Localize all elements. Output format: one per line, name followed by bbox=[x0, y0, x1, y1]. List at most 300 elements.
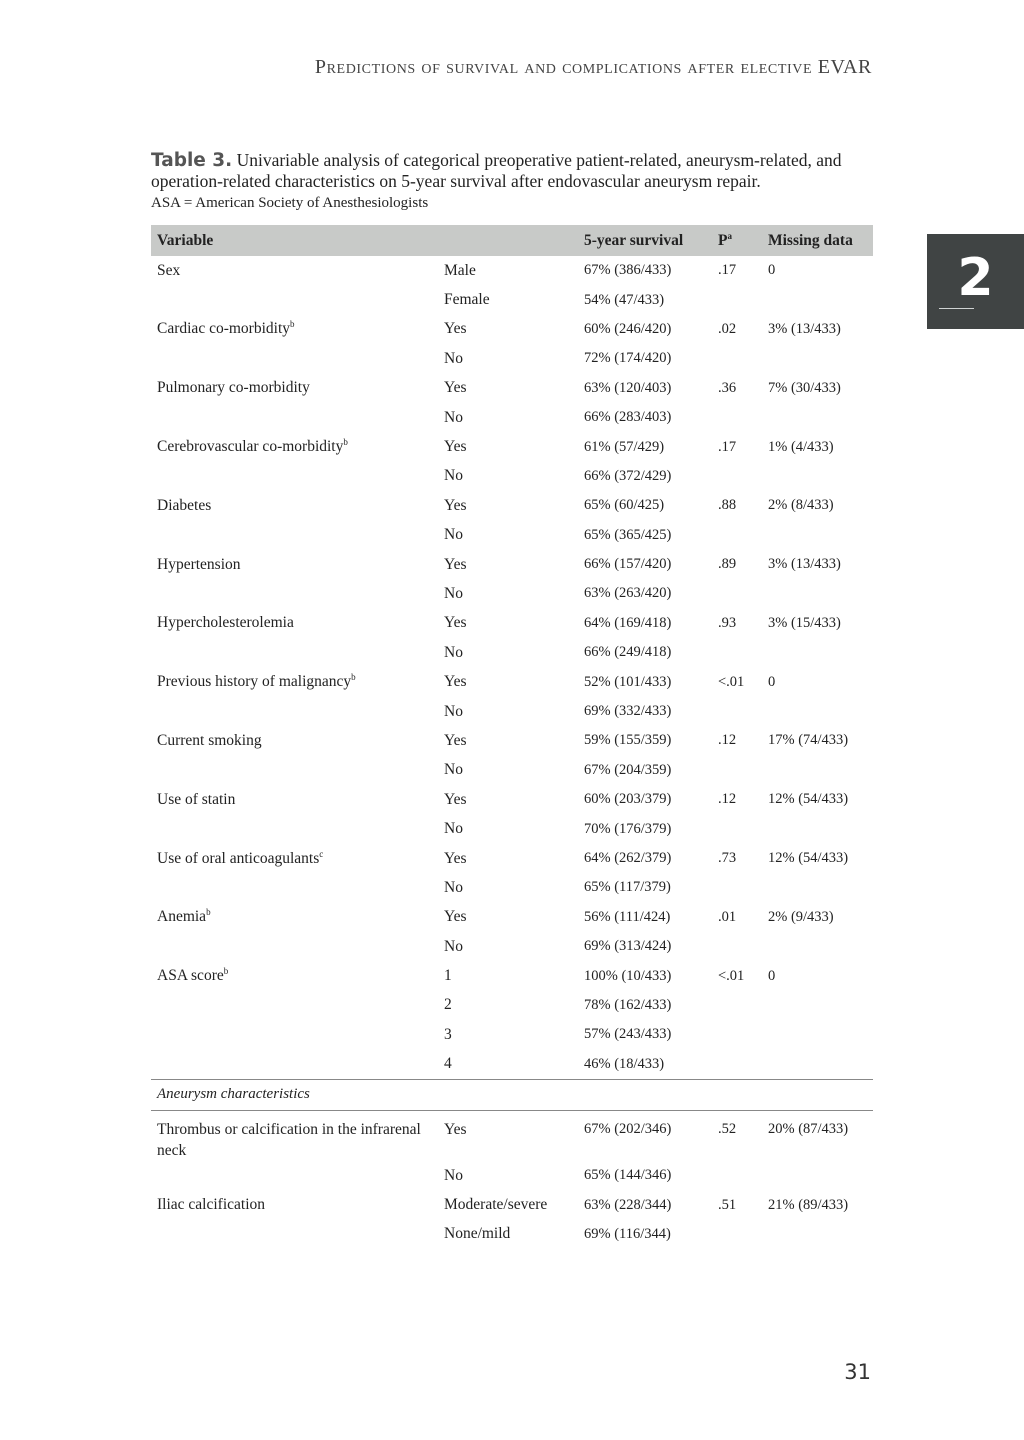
header-p bbox=[712, 225, 762, 256]
cell-variable bbox=[151, 285, 438, 314]
cell-missing bbox=[762, 285, 873, 314]
cell-variable-text: Cerebrovascular co-morbidity bbox=[157, 438, 344, 456]
cell-variable bbox=[151, 403, 438, 432]
table-row bbox=[151, 491, 873, 520]
cell-level-text: No bbox=[444, 408, 463, 426]
cell-level-text: Yes bbox=[444, 673, 467, 691]
page-number: 31 bbox=[844, 1360, 871, 1384]
cell-survival-text: 60% (246/420) bbox=[584, 320, 672, 337]
cell-survival bbox=[578, 1190, 712, 1219]
cell-level bbox=[438, 609, 578, 638]
cell-level bbox=[438, 1110, 578, 1161]
cell-survival bbox=[578, 256, 712, 285]
cell-missing bbox=[762, 550, 873, 579]
cell-level bbox=[438, 667, 578, 696]
cell-missing-text: 12% (54/433) bbox=[768, 791, 849, 808]
cell-variable bbox=[151, 756, 438, 785]
cell-survival-text: 52% (101/433) bbox=[584, 673, 672, 690]
cell-missing bbox=[762, 756, 873, 785]
cell-p bbox=[712, 785, 762, 814]
table-row bbox=[151, 1050, 873, 1080]
cell-p bbox=[712, 1020, 762, 1049]
cell-missing bbox=[762, 1110, 873, 1161]
cell-variable bbox=[151, 344, 438, 373]
cell-level bbox=[438, 903, 578, 932]
table-row bbox=[151, 521, 873, 550]
table-row bbox=[151, 903, 873, 932]
cell-survival bbox=[578, 1220, 712, 1249]
cell-level-text: No bbox=[444, 878, 463, 896]
cell-p bbox=[712, 374, 762, 403]
cell-variable bbox=[151, 550, 438, 579]
cell-survival bbox=[578, 550, 712, 579]
cell-survival-text: 69% (332/433) bbox=[584, 703, 672, 720]
cell-level bbox=[438, 932, 578, 961]
cell-p bbox=[712, 1050, 762, 1080]
cell-p-text: .93 bbox=[718, 614, 737, 631]
cell-survival-text: 72% (174/420) bbox=[584, 350, 672, 367]
cell-variable bbox=[151, 873, 438, 902]
cell-variable-text: Thrombus or calcification in the infrarenal neck bbox=[157, 1120, 421, 1159]
cell-level-text: Yes bbox=[444, 438, 467, 456]
cell-p-text: .89 bbox=[718, 556, 737, 573]
cell-level bbox=[438, 844, 578, 873]
cell-p-text: .02 bbox=[718, 320, 737, 337]
footnote-marker: b bbox=[343, 436, 348, 447]
cell-p bbox=[712, 285, 762, 314]
cell-level-text: Yes bbox=[444, 731, 467, 749]
table-row bbox=[151, 785, 873, 814]
cell-p-text: .12 bbox=[718, 732, 737, 749]
cell-variable bbox=[151, 814, 438, 843]
table-row bbox=[151, 256, 873, 285]
cell-level-text: Yes bbox=[444, 790, 467, 808]
cell-missing bbox=[762, 932, 873, 961]
cell-level bbox=[438, 726, 578, 755]
cell-variable bbox=[151, 932, 438, 961]
cell-variable-text: Anemia bbox=[157, 908, 207, 926]
cell-survival-text: 66% (249/418) bbox=[584, 644, 672, 661]
cell-p bbox=[712, 844, 762, 873]
cell-p bbox=[712, 432, 762, 461]
table-row bbox=[151, 609, 873, 638]
cell-variable bbox=[151, 462, 438, 491]
cell-variable-text: Pulmonary co-morbidity bbox=[157, 379, 310, 397]
cell-p bbox=[712, 697, 762, 726]
cell-p bbox=[712, 344, 762, 373]
table-row bbox=[151, 638, 873, 667]
cell-variable bbox=[151, 726, 438, 755]
cell-survival-text: 69% (116/344) bbox=[584, 1225, 671, 1242]
table-row bbox=[151, 961, 873, 990]
cell-p bbox=[712, 756, 762, 785]
cell-survival bbox=[578, 344, 712, 373]
cell-p bbox=[712, 814, 762, 843]
cell-level-text: Yes bbox=[444, 320, 467, 338]
cell-p bbox=[712, 932, 762, 961]
cell-level bbox=[438, 814, 578, 843]
cell-level-text: 2 bbox=[444, 996, 452, 1014]
cell-missing bbox=[762, 344, 873, 373]
cell-missing-text: 2% (9/433) bbox=[768, 908, 834, 925]
cell-variable bbox=[151, 256, 438, 285]
table-row bbox=[151, 726, 873, 755]
cell-variable bbox=[151, 1220, 438, 1249]
cell-survival bbox=[578, 315, 712, 344]
cell-variable-text: Current smoking bbox=[157, 731, 262, 749]
cell-level-text: Moderate/severe bbox=[444, 1196, 548, 1214]
cell-survival bbox=[578, 873, 712, 902]
cell-level bbox=[438, 491, 578, 520]
cell-survival-text: 56% (111/424) bbox=[584, 908, 671, 925]
cell-p-text: <.01 bbox=[718, 673, 745, 690]
cell-survival-text: 66% (283/403) bbox=[584, 409, 672, 426]
caption-note: ASA = American Society of Anesthesiologists bbox=[151, 195, 429, 211]
cell-level bbox=[438, 1190, 578, 1219]
cell-p bbox=[712, 903, 762, 932]
cell-survival-text: 59% (155/359) bbox=[584, 732, 672, 749]
cell-missing bbox=[762, 1190, 873, 1219]
cell-survival-text: 78% (162/433) bbox=[584, 996, 672, 1013]
cell-survival-text: 65% (117/379) bbox=[584, 879, 671, 896]
table-row bbox=[151, 1020, 873, 1049]
cell-missing-text: 3% (15/433) bbox=[768, 614, 841, 631]
cell-level bbox=[438, 344, 578, 373]
cell-level-text: None/mild bbox=[444, 1225, 511, 1243]
cell-survival-text: 46% (18/433) bbox=[584, 1055, 665, 1072]
cell-missing-text: 7% (30/433) bbox=[768, 379, 841, 396]
cell-level-text: No bbox=[444, 702, 463, 720]
table-row bbox=[151, 1220, 873, 1249]
cell-survival bbox=[578, 991, 712, 1020]
cell-p-text: .52 bbox=[718, 1120, 737, 1137]
cell-level-text: Yes bbox=[444, 379, 467, 397]
cell-p-text: .17 bbox=[718, 438, 737, 455]
caption-label: Table 3. bbox=[151, 150, 233, 171]
cell-survival bbox=[578, 1050, 712, 1080]
cell-missing bbox=[762, 1050, 873, 1080]
running-head: Predictions of survival and complications after elective EVAR bbox=[314, 56, 872, 78]
cell-p-text: .88 bbox=[718, 497, 737, 514]
cell-survival-text: 65% (365/425) bbox=[584, 526, 672, 543]
cell-p-text: .36 bbox=[718, 379, 737, 396]
cell-survival bbox=[578, 932, 712, 961]
cell-p-text: <.01 bbox=[718, 967, 745, 984]
header-missing: Missing data bbox=[762, 225, 873, 256]
cell-p-text: .01 bbox=[718, 908, 737, 925]
cell-p bbox=[712, 638, 762, 667]
cell-survival bbox=[578, 285, 712, 314]
cell-variable bbox=[151, 844, 438, 873]
header-p-footnote: a bbox=[727, 230, 732, 241]
cell-survival bbox=[578, 1110, 712, 1161]
cell-variable-text: Hypertension bbox=[157, 555, 241, 573]
data-table bbox=[151, 225, 873, 1249]
chapter-tab bbox=[927, 234, 1024, 329]
header-variable: Variable bbox=[151, 225, 438, 256]
cell-survival bbox=[578, 844, 712, 873]
cell-p bbox=[712, 1110, 762, 1161]
footnote-marker: b bbox=[206, 907, 211, 918]
cell-p bbox=[712, 550, 762, 579]
cell-missing bbox=[762, 1220, 873, 1249]
cell-level bbox=[438, 991, 578, 1020]
cell-level-text: No bbox=[444, 761, 463, 779]
cell-survival bbox=[578, 521, 712, 550]
cell-level bbox=[438, 1220, 578, 1249]
cell-variable bbox=[151, 785, 438, 814]
cell-missing bbox=[762, 991, 873, 1020]
cell-p-text: .17 bbox=[718, 262, 737, 279]
cell-missing bbox=[762, 521, 873, 550]
cell-p bbox=[712, 991, 762, 1020]
cell-variable bbox=[151, 667, 438, 696]
cell-survival-text: 100% (10/433) bbox=[584, 967, 672, 984]
header-p-label: P bbox=[718, 231, 728, 249]
cell-missing-text: 12% (54/433) bbox=[768, 850, 849, 866]
table-row bbox=[151, 285, 873, 314]
cell-survival-text: 66% (157/420) bbox=[584, 556, 672, 573]
cell-level bbox=[438, 521, 578, 550]
cell-level bbox=[438, 1050, 578, 1080]
cell-missing bbox=[762, 814, 873, 843]
cell-survival-text: 63% (228/344) bbox=[584, 1196, 672, 1213]
cell-missing bbox=[762, 1161, 873, 1190]
cell-variable bbox=[151, 1190, 438, 1219]
cell-variable bbox=[151, 1050, 438, 1080]
cell-survival bbox=[578, 697, 712, 726]
table-row bbox=[151, 344, 873, 373]
cell-variable-text: Use of oral anticoagulants bbox=[157, 849, 320, 867]
footnote-marker: c bbox=[319, 848, 324, 859]
cell-level bbox=[438, 638, 578, 667]
cell-p bbox=[712, 256, 762, 285]
cell-level-text: No bbox=[444, 349, 463, 367]
table-row bbox=[151, 1161, 873, 1190]
cell-survival bbox=[578, 638, 712, 667]
cell-missing bbox=[762, 1020, 873, 1049]
cell-survival bbox=[578, 1161, 712, 1190]
cell-level-text: No bbox=[444, 937, 463, 955]
cell-missing bbox=[762, 961, 873, 990]
cell-variable bbox=[151, 1110, 438, 1161]
cell-missing-text: 0 bbox=[768, 673, 776, 690]
cell-missing bbox=[762, 609, 873, 638]
cell-variable-text: Previous history of malignancy bbox=[157, 673, 352, 691]
cell-variable bbox=[151, 315, 438, 344]
section-row bbox=[151, 1079, 873, 1110]
cell-level bbox=[438, 756, 578, 785]
cell-survival-text: 65% (60/425) bbox=[584, 497, 665, 514]
cell-level-text: No bbox=[444, 526, 463, 544]
table-row bbox=[151, 374, 873, 403]
cell-variable bbox=[151, 991, 438, 1020]
cell-survival bbox=[578, 609, 712, 638]
cell-survival bbox=[578, 756, 712, 785]
cell-p bbox=[712, 1161, 762, 1190]
table-row bbox=[151, 462, 873, 491]
cell-level bbox=[438, 785, 578, 814]
cell-level bbox=[438, 256, 578, 285]
cell-level bbox=[438, 1161, 578, 1190]
cell-survival bbox=[578, 1020, 712, 1049]
cell-p bbox=[712, 961, 762, 990]
table-row bbox=[151, 667, 873, 696]
cell-missing-text: 20% (87/433) bbox=[768, 1120, 849, 1137]
cell-level bbox=[438, 462, 578, 491]
table-row bbox=[151, 991, 873, 1020]
cell-variable-text: Iliac calcification bbox=[157, 1196, 266, 1214]
footnote-marker: b bbox=[223, 965, 229, 976]
table-row bbox=[151, 932, 873, 961]
table-header-row bbox=[151, 225, 873, 256]
cell-variable bbox=[151, 1020, 438, 1049]
cell-level-text: No bbox=[444, 1166, 463, 1184]
cell-missing bbox=[762, 785, 873, 814]
chapter-number: 2 bbox=[957, 248, 994, 308]
cell-survival-text: 66% (372/429) bbox=[584, 467, 672, 484]
section-title: Aneurysm characteristics bbox=[151, 1079, 873, 1110]
cell-p-text: .12 bbox=[718, 791, 737, 808]
cell-variable-text: Sex bbox=[157, 261, 181, 279]
cell-p bbox=[712, 873, 762, 902]
cell-survival-text: 70% (176/379) bbox=[584, 820, 672, 837]
cell-level-text: Yes bbox=[444, 496, 467, 514]
cell-p-text: .73 bbox=[718, 850, 737, 866]
chapter-tab-underline bbox=[939, 308, 974, 309]
cell-missing bbox=[762, 315, 873, 344]
cell-level bbox=[438, 315, 578, 344]
table-row bbox=[151, 844, 873, 873]
cell-variable bbox=[151, 521, 438, 550]
cell-survival bbox=[578, 814, 712, 843]
cell-missing bbox=[762, 432, 873, 461]
cell-missing bbox=[762, 697, 873, 726]
cell-level-text: 4 bbox=[444, 1055, 452, 1073]
cell-survival-text: 61% (57/429) bbox=[584, 438, 665, 455]
cell-missing-text: 1% (4/433) bbox=[768, 438, 834, 455]
cell-level bbox=[438, 374, 578, 403]
footnote-marker: b bbox=[290, 319, 295, 330]
cell-missing bbox=[762, 491, 873, 520]
cell-level-text: No bbox=[444, 467, 463, 485]
cell-missing-text: 3% (13/433) bbox=[768, 320, 841, 337]
cell-level-text: No bbox=[444, 820, 463, 838]
cell-variable bbox=[151, 1161, 438, 1190]
cell-survival-text: 67% (202/346) bbox=[584, 1120, 672, 1137]
cell-missing bbox=[762, 462, 873, 491]
table-body bbox=[151, 256, 873, 1249]
cell-survival bbox=[578, 432, 712, 461]
table-row bbox=[151, 403, 873, 432]
cell-level-text: Yes bbox=[444, 614, 467, 632]
footnote-marker: b bbox=[351, 672, 356, 682]
cell-survival bbox=[578, 726, 712, 755]
cell-missing bbox=[762, 903, 873, 932]
cell-survival-text: 64% (169/418) bbox=[584, 614, 672, 631]
cell-p bbox=[712, 521, 762, 550]
header-level bbox=[438, 225, 578, 256]
cell-missing-text: 3% (13/433) bbox=[768, 556, 841, 573]
cell-survival-text: 65% (144/346) bbox=[584, 1167, 672, 1184]
cell-survival bbox=[578, 903, 712, 932]
cell-level-text: Yes bbox=[444, 555, 467, 573]
cell-missing bbox=[762, 726, 873, 755]
table-row bbox=[151, 756, 873, 785]
cell-level-text: No bbox=[444, 643, 463, 661]
cell-variable-text: Diabetes bbox=[157, 496, 212, 514]
cell-variable bbox=[151, 697, 438, 726]
cell-variable bbox=[151, 638, 438, 667]
cell-level bbox=[438, 961, 578, 990]
cell-variable bbox=[151, 374, 438, 403]
cell-p-text: .51 bbox=[718, 1196, 737, 1213]
cell-level-text: Male bbox=[444, 261, 476, 279]
cell-p bbox=[712, 726, 762, 755]
cell-level bbox=[438, 403, 578, 432]
cell-missing-text: 0 bbox=[768, 262, 776, 279]
cell-survival bbox=[578, 403, 712, 432]
cell-p bbox=[712, 403, 762, 432]
cell-variable bbox=[151, 432, 438, 461]
table-row bbox=[151, 1190, 873, 1219]
cell-survival bbox=[578, 374, 712, 403]
cell-survival-text: 64% (262/379) bbox=[584, 850, 672, 866]
cell-variable-text: Cardiac co-morbidity bbox=[157, 320, 290, 338]
cell-missing bbox=[762, 667, 873, 696]
table-row bbox=[151, 1110, 873, 1161]
cell-level-text: 3 bbox=[444, 1025, 452, 1043]
table-caption bbox=[151, 150, 881, 214]
cell-survival-text: 57% (243/433) bbox=[584, 1026, 672, 1043]
table-row bbox=[151, 315, 873, 344]
cell-survival bbox=[578, 491, 712, 520]
cell-variable bbox=[151, 961, 438, 990]
cell-survival bbox=[578, 785, 712, 814]
table-row bbox=[151, 873, 873, 902]
cell-variable-text: ASA score bbox=[157, 967, 224, 985]
cell-variable bbox=[151, 579, 438, 608]
cell-level bbox=[438, 697, 578, 726]
cell-missing-text: 17% (74/433) bbox=[768, 732, 849, 749]
cell-variable-text: Hypercholesterolemia bbox=[157, 614, 294, 632]
table-row bbox=[151, 814, 873, 843]
cell-level-text: Female bbox=[444, 291, 490, 309]
cell-level-text: No bbox=[444, 584, 463, 602]
cell-missing bbox=[762, 844, 873, 873]
cell-level bbox=[438, 579, 578, 608]
cell-missing bbox=[762, 374, 873, 403]
cell-survival-text: 67% (386/433) bbox=[584, 262, 672, 279]
cell-missing bbox=[762, 873, 873, 902]
cell-missing bbox=[762, 579, 873, 608]
table-row bbox=[151, 432, 873, 461]
cell-level bbox=[438, 285, 578, 314]
cell-missing bbox=[762, 638, 873, 667]
table-row bbox=[151, 579, 873, 608]
cell-level-text: Yes bbox=[444, 1120, 467, 1138]
cell-level-text: Yes bbox=[444, 849, 467, 867]
cell-survival-text: 63% (120/403) bbox=[584, 379, 672, 396]
table-row bbox=[151, 550, 873, 579]
cell-p bbox=[712, 491, 762, 520]
header-survival: 5-year survival bbox=[578, 225, 712, 256]
cell-missing-text: 21% (89/433) bbox=[768, 1196, 849, 1213]
cell-p bbox=[712, 315, 762, 344]
cell-survival bbox=[578, 579, 712, 608]
cell-level-text: 1 bbox=[444, 967, 452, 985]
cell-level bbox=[438, 873, 578, 902]
